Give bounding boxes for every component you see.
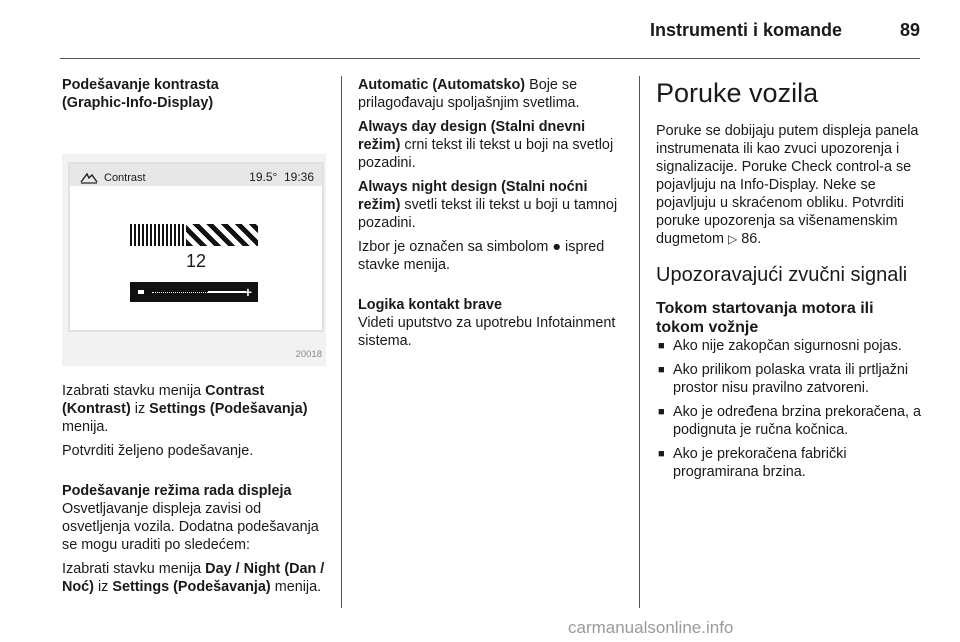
running-title: Instrumenti i komande — [649, 20, 842, 40]
display-screen — [68, 162, 324, 332]
contrast-icon — [80, 172, 98, 184]
display-status — [249, 168, 314, 186]
slider-track — [152, 292, 208, 293]
paragraph-selection-marker: Izbor je označen sa simbolom ● ispred stavke menija. — [358, 239, 605, 273]
display-header — [70, 164, 322, 186]
watermark: carmanualsonline.info — [568, 618, 734, 637]
option-automatic: Automatic (Automatsko) Boje se prilagođavaju spoljašnjim svetlima. — [358, 77, 580, 111]
display-content — [70, 186, 322, 330]
minus-icon — [138, 290, 144, 294]
section-heading-contrast-sub: (Graphic-Info-Display) — [62, 95, 214, 111]
section-title-warning-chimes: Upozoravajući zvučni signali — [656, 264, 908, 286]
figure-code: 20018 — [295, 349, 322, 360]
section-heading-display-mode: Podešavanje režima rada displeja — [62, 483, 292, 499]
list-item: ■ Ako je prekoračena fabrički programirana brzina. — [656, 445, 922, 481]
list-item: ■ Ako nije zakopčan sigurnosni pojas. — [656, 337, 922, 355]
page-reference: 86. — [741, 231, 762, 247]
contrast-value: 12 — [185, 251, 207, 271]
section-heading-contrast: Podešavanje kontrasta — [62, 77, 219, 93]
column-divider-2 — [639, 76, 640, 608]
list-item: ■ Ako prilikom polaska vrata ili prtljažni prostor nisu pravilno zatvoreni. — [656, 361, 922, 397]
display-time: 19:36 — [283, 170, 314, 184]
contrast-display-figure — [62, 154, 326, 366]
header-divider — [60, 58, 920, 59]
paragraph-display-brightness: Osvetljavanje displeja zavisi od osvetljenja vozila. Dodatna podešavanja se mogu uraditi po sledećem: — [62, 501, 319, 553]
column-3 — [656, 78, 922, 487]
paragraph-select-contrast: Izabrati stavku menija Contrast (Kontrast) iz Settings (Podešavanja) menija. — [62, 383, 308, 435]
page-header — [0, 0, 960, 62]
option-always-day: Always day design (Stalni dnevni režim) crni tekst ili tekst u boji na svetloj pozadini. — [358, 119, 614, 171]
subsection-title-starting-driving: Tokom startovanja motora ili tokom vožnje — [656, 300, 874, 336]
paragraph-vehicle-messages: Poruke se dobijaju putem displeja panela instrumenata ili kao zvuci upozorenja i signalizacije. Poruke Check control-a se pojavljuju na Info-Display. Neke se pojavljuju u skraćenom obliku. Potvrditi poruke upozorenja sa višenamenskim dugmetom ▷ 86. — [656, 123, 919, 247]
section-heading-ignition-logic: Logika kontakt brave — [358, 297, 502, 313]
column-2 — [358, 76, 628, 356]
display-temperature: 19.5° — [249, 170, 278, 184]
page-number: 89 — [899, 20, 920, 40]
plus-icon: + — [243, 284, 252, 300]
contrast-slider — [130, 282, 258, 302]
contrast-pattern-checker — [186, 224, 258, 246]
section-title-vehicle-messages: Poruke vozila — [656, 78, 819, 108]
display-title-group — [80, 169, 146, 187]
slider-fill — [208, 291, 246, 293]
column-divider-1 — [341, 76, 342, 608]
paragraph-select-day-night: Izabrati stavku menija Day / Night (Dan / Noć) iz Settings (Podešavanja) menija. — [62, 561, 325, 595]
list-item: ■ Ako je određena brzina prekoračena, a podignuta je ručna kočnica. — [656, 403, 922, 439]
reference-arrow-icon: ▷ — [728, 232, 738, 246]
option-always-night: Always night design (Stalni noćni režim) svetli tekst ili tekst u boji u tamnoj pozadini. — [358, 179, 618, 231]
paragraph-ignition-logic: Videti uputstvo za upotrebu Infotainment sistema. — [358, 315, 616, 349]
column-1 — [62, 76, 332, 602]
display-title: Contrast — [104, 172, 146, 184]
paragraph-confirm: Potvrditi željeno podešavanje. — [62, 443, 254, 459]
